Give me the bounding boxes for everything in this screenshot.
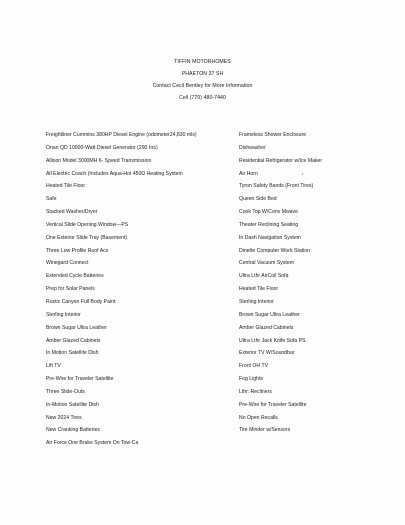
feature-item: Lift TV <box>46 363 61 370</box>
feature-item: Dinette Computer Work Station <box>239 247 310 254</box>
feature-item: In Motion Satellite Dish <box>46 350 99 357</box>
feature-item: All Electric Coach (Includes Aqua-Hot 450D Heating System <box>46 170 183 177</box>
feature-item: Stacked Washer/Dryer <box>46 209 98 216</box>
feature-item: Rustic Canyon Full Body Paint <box>46 298 116 305</box>
contact-line: Contact Cecil Bentley for More Information <box>152 83 253 89</box>
feature-item: Air Force One Brake System On Tow-Ca <box>46 440 139 447</box>
feature-item: Pre-Wire for Traveler Satellite <box>46 376 114 383</box>
feature-item: Exterior TV W/Soundbar <box>239 350 295 357</box>
document-header <box>0 56 405 104</box>
feature-item: Tire Minder w/Sensors <box>239 427 291 434</box>
feature-item: Freightliner Cummins 380HP Diesel Engine (odometer24,830 mls) <box>46 132 197 138</box>
feature-item: Winegard Connect <box>46 260 89 267</box>
stray-mark: • <box>302 171 304 176</box>
feature-item: In-Motion Satellite Dish <box>46 401 99 408</box>
feature-item: Sterling Interior <box>239 298 274 305</box>
feature-item: Prep for Solar Panels <box>46 286 95 293</box>
feature-item: Amber Glazed Cabinets <box>46 337 101 344</box>
feature-item: Air Horn <box>239 170 258 177</box>
feature-item: Brown Sugar Ultra Leather <box>239 311 300 318</box>
feature-item: Fog Lights <box>239 376 263 383</box>
feature-item: Ultra Lthr Jack Knife Sofa PS <box>239 337 306 344</box>
feature-item: Amber Glazed Cabinets <box>239 324 294 331</box>
feature-item: New 2024 Tires <box>46 414 82 421</box>
feature-item: Front OH TV <box>239 363 268 370</box>
feature-item: Queen Side Bed <box>239 196 277 203</box>
feature-item: Central Vacuum System <box>239 260 294 267</box>
feature-item: Extended Cycle Batteries <box>46 273 104 280</box>
feature-item: Onan QD 10000-Watt Diesel Generator (290 hrs) <box>46 144 158 151</box>
features-left-column <box>46 129 236 450</box>
features-right-column <box>239 129 399 437</box>
feature-item: Vertical Slide Opening Window—PS <box>46 221 129 228</box>
feature-item: Dishwasher <box>239 144 266 151</box>
feature-item: Residential Refrigerator w/Ice Maker <box>239 157 323 164</box>
feature-item: One Exterior Slide Tray (Basement) <box>46 234 128 241</box>
feature-item: Lthr. Recliners <box>239 388 272 395</box>
feature-item: Heated Tile Floor <box>46 183 86 190</box>
phone-line: Cell (770) 480-7440 <box>179 95 226 101</box>
company-name: TIFFIN MOTORHOMES <box>174 59 231 65</box>
feature-item: Cook Top W/Conv Mwave <box>239 209 298 216</box>
feature-item: Safe <box>46 196 57 203</box>
feature-item: Three Slide-Outs <box>46 388 85 395</box>
feature-item: Allison Model 3000MH 6- Speed Transmission <box>46 157 152 164</box>
feature-item: Brown Sugar Ultra Leather <box>46 324 107 331</box>
feature-item: No Open Recalls <box>239 414 278 421</box>
feature-item: Tyron Safety Bands (Front Tires) <box>239 183 314 190</box>
feature-item: Theater Reclining Seating <box>239 221 299 228</box>
feature-item: Pre-Wire for Traveler Satellite <box>239 401 307 408</box>
model-name: PHAETON 37 SH <box>181 71 224 77</box>
feature-item: Ultra Lthr AirCoil Sofa <box>239 273 289 280</box>
feature-item: Frameless Shower Enclosure <box>239 132 307 138</box>
feature-item: Three Low Profile Roof Acs <box>46 247 109 254</box>
feature-item: In Dash Navigation System <box>239 234 301 241</box>
feature-item: New Cranking Batteries <box>46 427 100 434</box>
feature-item: Heated Tile Floor <box>239 286 279 293</box>
feature-item: Sterling Interior <box>46 311 81 318</box>
